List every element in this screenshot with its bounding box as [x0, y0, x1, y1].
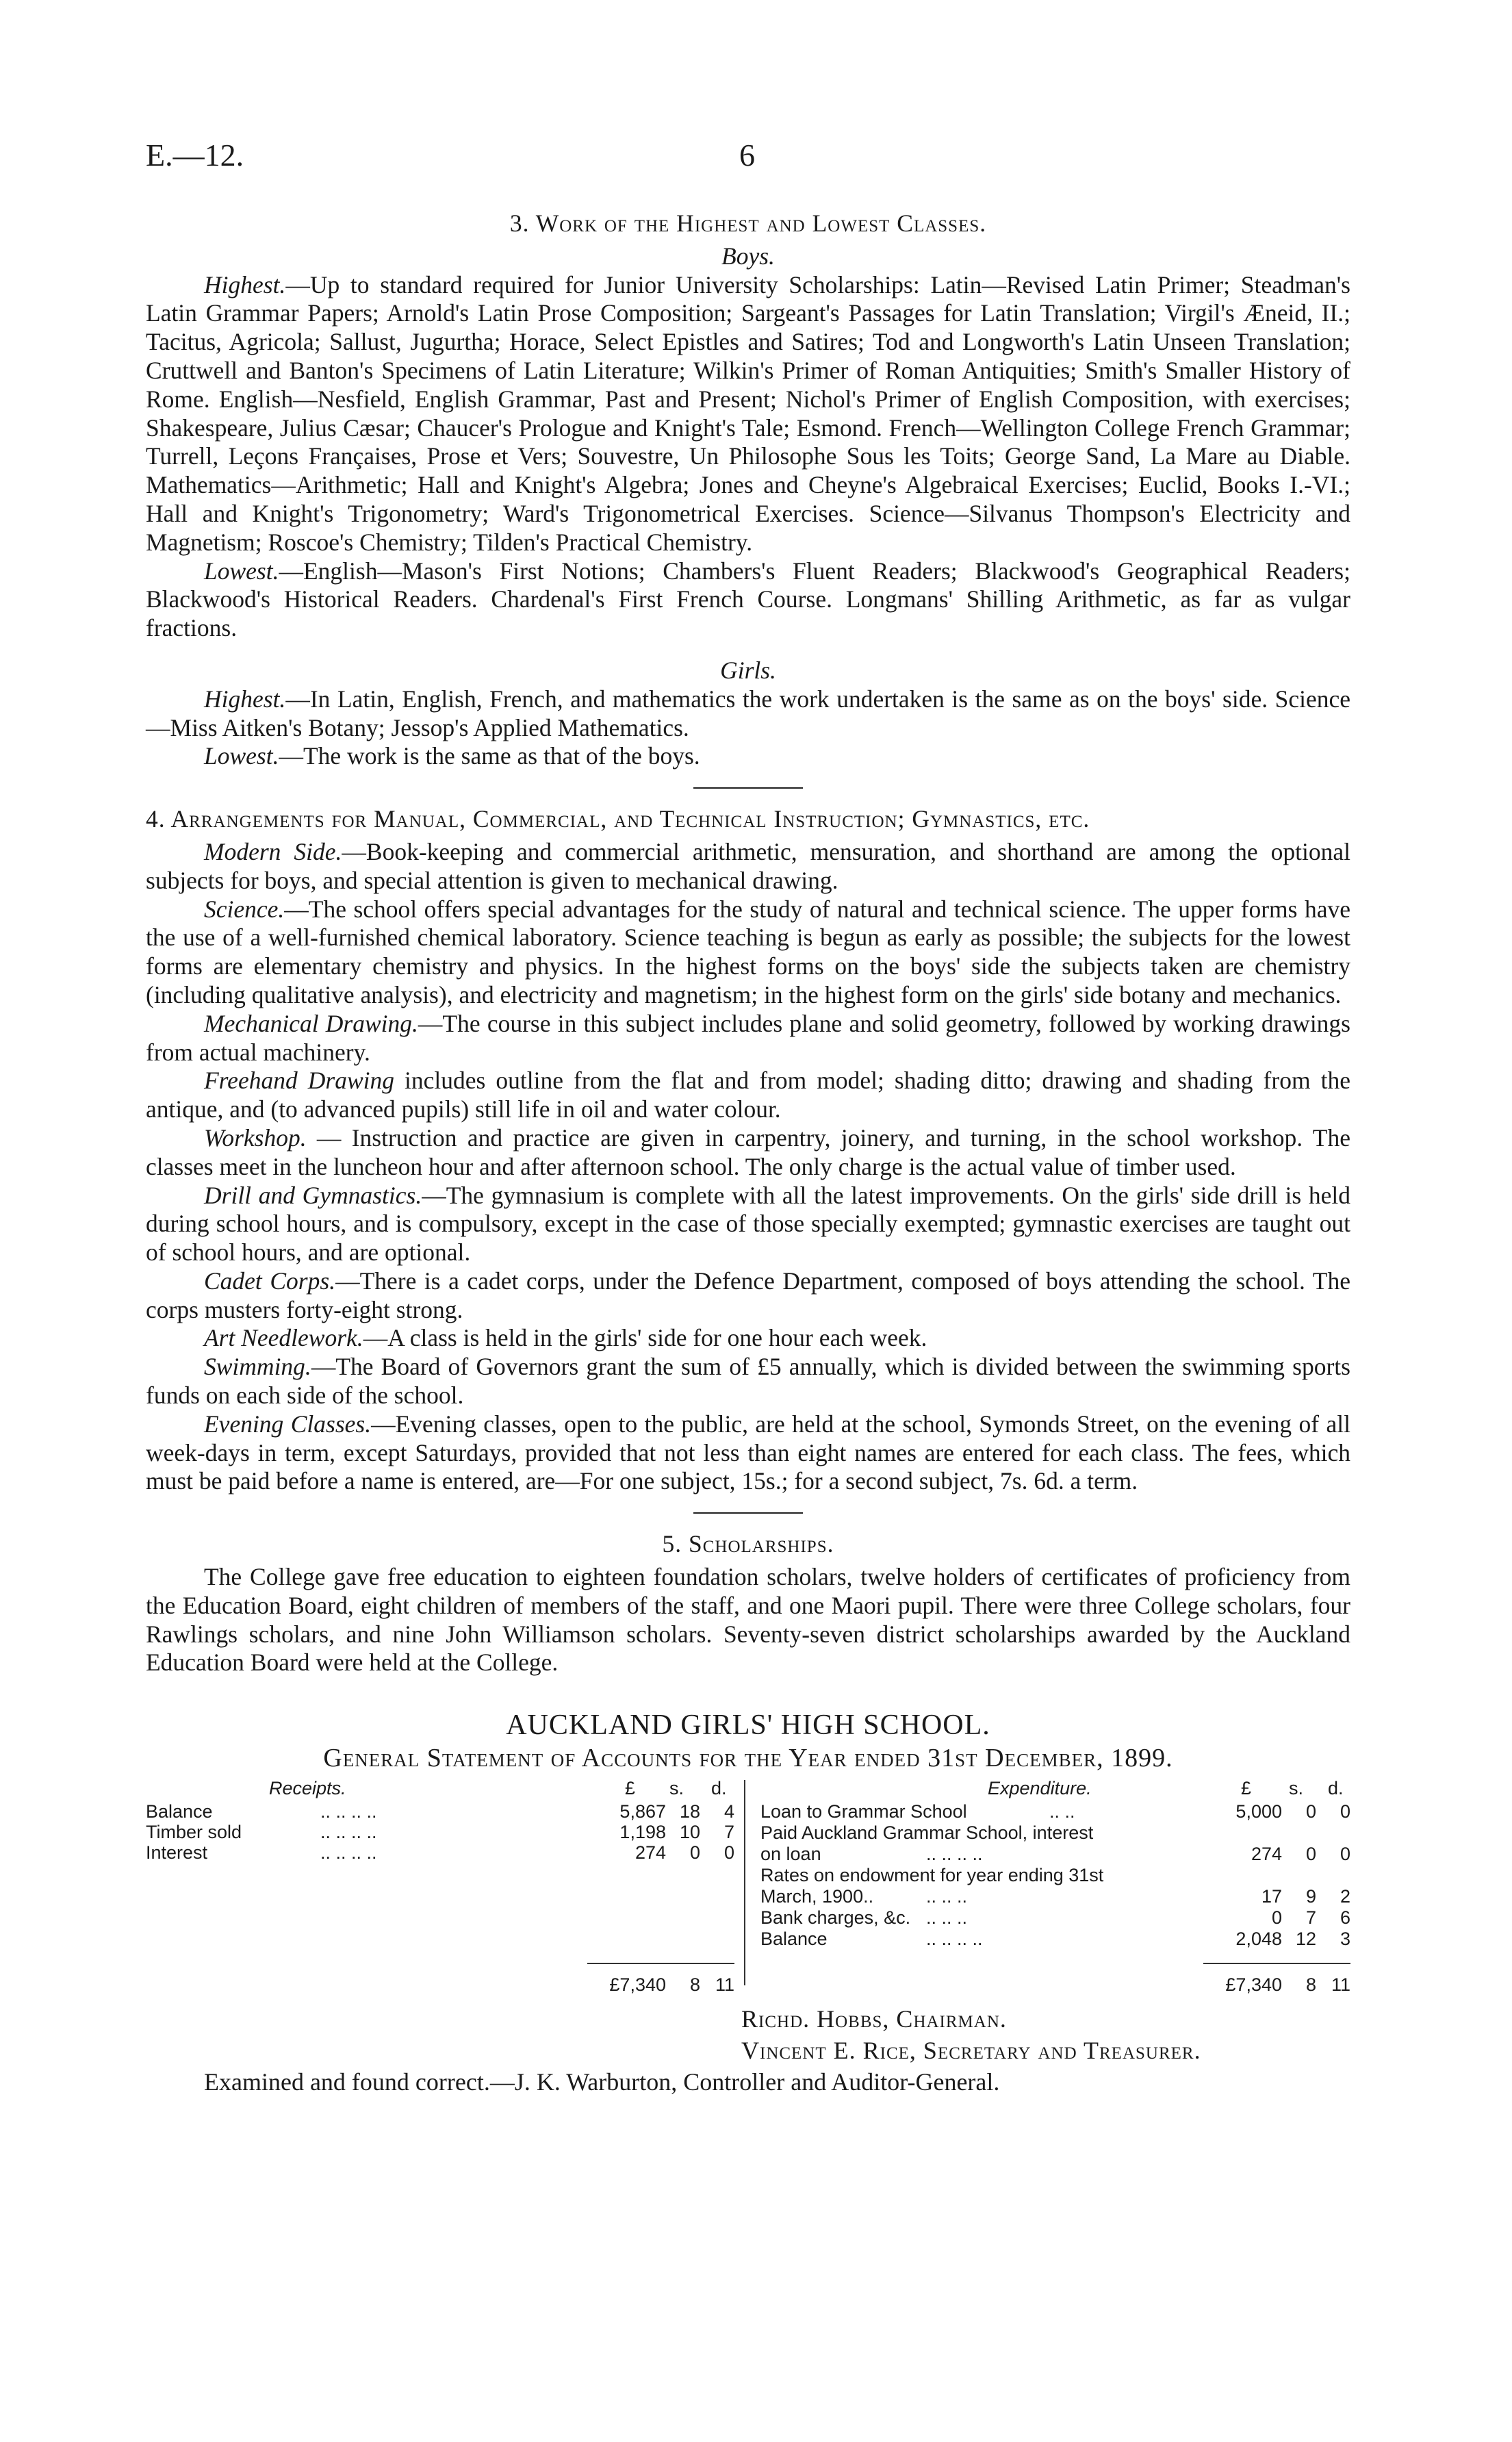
expenditure-shilling-header: s.	[1289, 1777, 1304, 1798]
statement-title: General Statement of Accounts for the Year ended 31st December, 1899.	[323, 1744, 1173, 1773]
paragraph-label: Freehand Drawing	[204, 1067, 394, 1095]
receipt-shillings: 10	[679, 1821, 700, 1842]
receipt-leader-dots: .. .. .. ..	[320, 1801, 377, 1822]
expenditure-total-pence: 11	[1331, 1974, 1350, 1995]
section-4-paragraph	[146, 1182, 1350, 1267]
document-code: E.—12.	[146, 138, 244, 173]
auditor-note: Examined and found correct.—J. K. Warburton, Controller and Auditor-General.	[204, 2068, 1000, 2096]
receipt-pence: 4	[723, 1801, 734, 1822]
expenditure-shillings: 12	[1295, 1928, 1316, 1949]
expenditure-label: Paid Auckland Grammar School, interest	[760, 1822, 1094, 1843]
girls-lowest-text: —The work is the same as that of the boys.	[279, 742, 700, 770]
document-body	[146, 205, 1350, 2098]
girls-highest-label: Highest.	[204, 685, 286, 713]
expenditure-pounds: 274	[1251, 1843, 1282, 1864]
girls-school-title: AUCKLAND GIRLS' HIGH SCHOOL.	[506, 1709, 990, 1742]
paragraph-label: Drill and Gymnastics.	[204, 1181, 422, 1209]
paragraph-text: —Evening classes, open to the public, are held at the school, Symonds Street, on the evening of all week-days in term, except Saturdays, provided that not less than eight names are entered for each class. The fees, which must be paid before a name is entered, are—For one subject, 15s.; for a second subject, 7s. 6d. a term.	[146, 1410, 1350, 1495]
paragraph-label: Modern Side.	[204, 837, 342, 865]
expenditure-pence: 3	[1340, 1928, 1350, 1949]
boys-heading: Boys.	[721, 242, 775, 270]
paragraph-text: —The gymnasium is complete with all the latest improvements. On the girls' side drill is held during school hours, and is compulsory, except in the case of those specially exempted; gymnastic exercises are taught out of school hours, and are optional.	[146, 1181, 1350, 1267]
expenditure-pence: 0	[1340, 1801, 1350, 1822]
divider	[693, 1512, 803, 1514]
boys-highest-text: —Up to standard required for Junior University Scholarships: Latin—Revised Latin Primer; Steadman's Latin Grammar Papers; Arnold's Latin Prose Composition; Sargeant's Passages for Latin Translation; Virgil's Æneid, II.; Tacitus, Agricola; Sallust, Jugurtha; Horace, Select Epistles and Satires; Tod and Longworth's Latin Unseen Translation; Cruttwell and Banton's Specimens of Latin Literature; Wilkin's Primer of Roman Antiquities; Smith's Smaller History of Rome. English—Nesfield, English Grammar, Past and Present; Nichol's Primer of English Composition, with exercises; Shakespeare, Julius Cæsar; Chaucer's Prologue and Knight's Tale; Esmond. French—Wellington College French Grammar; Turrell, Leçons Françaises, Prose et Vers; Souvestre, Un Philosophe Sous les Toits; George Sand, La Mare au Diable. Mathematics—Arithmetic; Hall and Knight's Algebra; Jones and Cheyne's Algebraical Exercises; Euclid, Books I.-VI.; Hall and Knight's Trigonometry; Ward's Trigonometrical Exercises. Science—Silvanus Thompson's Electricity and Magnetism; Roscoe's Chemistry; Tilden's Practical Chemistry.	[146, 270, 1350, 556]
section-4-paragraph	[146, 838, 1350, 895]
expenditure-pound-header: £	[1241, 1777, 1252, 1798]
receipts-shilling-header: s.	[669, 1777, 684, 1798]
receipt-pounds: 5,867	[619, 1801, 666, 1822]
receipt-pounds: 1,198	[619, 1821, 666, 1842]
expenditure-total-shillings: 8	[1305, 1974, 1316, 1995]
paragraph-text: — Instruction and practice are given in carpentry, joinery, and turning, in the school workshop. The classes meet in the luncheon hour and after afternoon school. The only charge is the actual value of timber used.	[146, 1123, 1350, 1180]
paragraph-label: Workshop.	[204, 1123, 307, 1152]
receipt-pence: 0	[723, 1842, 734, 1863]
column-divider	[744, 1780, 745, 1985]
girls-lowest-label: Lowest.	[204, 742, 279, 770]
accounts-table	[146, 1777, 1350, 1996]
expenditure-pence-header: d.	[1328, 1777, 1344, 1798]
paragraph-text: —Book-keeping and commercial arithmetic, mensuration, and shorthand are among the optional subjects for boys, and special attention is given to mechanical drawing.	[146, 837, 1351, 894]
section-4-paragraph	[146, 1010, 1350, 1067]
paragraph-text: —The school offers special advantages for the study of natural and technical science. The upper forms have the use of a well-furnished chemical laboratory. Science teaching is begun as early as possible; the subjects for the lowest forms are elementary chemistry and physics. In the highest forms on the boys' side the subjects taken are chemistry (including qualitative analysis), and electricity and magnetism; in the highest form on the girls' side botany and mechanics.	[146, 895, 1350, 1008]
receipts-pound-header: £	[625, 1777, 636, 1798]
receipts-total-shillings: 8	[689, 1974, 700, 1995]
receipt-shillings: 0	[689, 1842, 700, 1863]
expenditure-pounds: 5,000	[1235, 1801, 1282, 1822]
section-4-paragraphs	[146, 838, 1350, 1496]
section-3-title: 3. Work of the Highest and Lowest Classes.	[509, 209, 987, 237]
page-number: 6	[739, 138, 755, 173]
expenditure-leader-dots: .. .. .. ..	[926, 1843, 983, 1864]
paragraph-text: —There is a cadet corps, under the Defence Department, composed of boys attending the school. The corps musters forty-eight strong.	[146, 1267, 1350, 1323]
expenditure-shillings: 9	[1305, 1885, 1316, 1907]
expenditure-label: Rates on endowment for year ending 31st	[760, 1864, 1104, 1885]
expenditure-label: Loan to Grammar School	[760, 1801, 967, 1822]
expenditure-leader-dots: .. .. ..	[926, 1885, 968, 1907]
section-4-paragraph	[146, 1067, 1350, 1124]
expenditure-heading: Expenditure.	[988, 1777, 1092, 1798]
expenditure-total-rule	[1203, 1963, 1350, 1964]
paragraph-text: includes outline from the flat and from model; shading ditto; drawing and shading from the antique, and (to advanced pupils) still life in oil and water colour.	[146, 1067, 1350, 1123]
expenditure-pounds: 2,048	[1235, 1928, 1282, 1949]
receipts-total-rule	[587, 1963, 734, 1964]
paragraph-text: —A class is held in the girls' side for one hour each week.	[363, 1324, 927, 1352]
boys-lowest-label: Lowest.	[204, 557, 279, 585]
boys-lowest-text: —English—Mason's First Notions; Chambers's Fluent Readers; Blackwood's Geographical Readers; Blackwood's Historical Readers. Chardenal's First French Course. Longmans' Shilling Arithmetic, as far as vulgar fractions.	[146, 557, 1350, 642]
expenditure-shillings: 7	[1305, 1907, 1316, 1928]
receipt-shillings: 18	[679, 1801, 700, 1822]
section-4-paragraph	[146, 1324, 1350, 1353]
boys-highest-label: Highest.	[204, 270, 286, 298]
expenditure-pounds: 17	[1261, 1885, 1282, 1907]
receipt-leader-dots: .. .. .. ..	[320, 1842, 377, 1863]
receipt-pence: 7	[723, 1821, 734, 1842]
girls-heading: Girls.	[720, 656, 776, 684]
paragraph-label: Science.	[204, 895, 285, 923]
expenditure-label: Bank charges, &c.	[760, 1907, 911, 1928]
receipts-pence-header: d.	[711, 1777, 727, 1798]
expenditure-pence: 0	[1340, 1843, 1350, 1864]
paragraph-text: —The course in this subject includes plane and solid geometry, followed by working drawings from actual machinery.	[146, 1009, 1350, 1066]
expenditure-leader-dots: .. .. ..	[926, 1907, 968, 1928]
girls-lowest-paragraph	[146, 742, 1350, 771]
expenditure-label: Balance	[760, 1928, 828, 1949]
section-4-paragraph	[146, 1353, 1350, 1410]
receipt-pounds: 274	[635, 1842, 666, 1863]
receipt-label: Timber sold	[146, 1821, 242, 1842]
expenditure-pence: 2	[1340, 1885, 1350, 1907]
expenditure-leader-dots: .. ..	[1049, 1801, 1075, 1822]
boys-lowest-paragraph	[146, 557, 1350, 643]
paragraph-label: Evening Classes.	[204, 1410, 372, 1438]
expenditure-label: on loan	[760, 1843, 821, 1864]
expenditure-shillings: 0	[1305, 1843, 1316, 1864]
girls-highest-paragraph	[146, 685, 1350, 743]
paragraph-label: Art Needlework.	[204, 1324, 363, 1352]
paragraph-text: —The Board of Governors grant the sum of £5 annually, which is divided between the swimming sports funds on each side of the school.	[146, 1353, 1350, 1410]
section-4-paragraph	[146, 1410, 1350, 1496]
paragraph-label: Swimming.	[204, 1353, 311, 1381]
section-4-paragraph	[146, 1267, 1350, 1325]
expenditure-leader-dots: .. .. .. ..	[926, 1928, 983, 1949]
scholarships-paragraph: The College gave free education to eighteen foundation scholars, twelve holders of certificates of proficiency from the Education Board, eight children of members of the staff, and one Maori pupil. There were three College scholars, four Rawlings scholars, and nine John Williamson scholars. Seventy-seven district scholarships awarded by the Auckland Education Board were held at the College.	[146, 1563, 1350, 1677]
expenditure-label: March, 1900..	[760, 1885, 874, 1907]
receipt-label: Balance	[146, 1801, 213, 1822]
section-5-title: 5. Scholarships.	[662, 1530, 834, 1558]
paragraph-label: Cadet Corps.	[204, 1267, 336, 1295]
receipts-total-pounds: £7,340	[609, 1974, 666, 1995]
divider	[693, 787, 803, 789]
signature-chairman: Richd. Hobbs, Chairman.	[741, 2005, 1007, 2033]
receipts-heading: Receipts.	[269, 1777, 346, 1798]
expenditure-total-pounds: £7,340	[1225, 1974, 1282, 1995]
paragraph-label: Mechanical Drawing.	[204, 1009, 418, 1037]
expenditure-pounds: 0	[1271, 1907, 1282, 1928]
section-4-paragraph	[146, 895, 1350, 1010]
receipt-label: Interest	[146, 1842, 208, 1863]
receipts-total-pence: 11	[715, 1974, 734, 1995]
section-4-title: 4. Arrangements for Manual, Commercial, and Technical Instruction; Gymnastics, etc.	[146, 805, 1090, 833]
section-4-paragraph	[146, 1124, 1350, 1182]
boys-highest-paragraph	[146, 271, 1350, 557]
signature-secretary: Vincent E. Rice, Secretary and Treasurer.	[741, 2036, 1201, 2064]
expenditure-pence: 6	[1340, 1907, 1350, 1928]
girls-highest-text: —In Latin, English, French, and mathematics the work undertaken is the same as on the boys' side. Science—Miss Aitken's Botany; Jessop's Applied Mathematics.	[146, 685, 1350, 741]
expenditure-shillings: 0	[1305, 1801, 1316, 1822]
receipt-leader-dots: .. .. .. ..	[320, 1821, 377, 1842]
